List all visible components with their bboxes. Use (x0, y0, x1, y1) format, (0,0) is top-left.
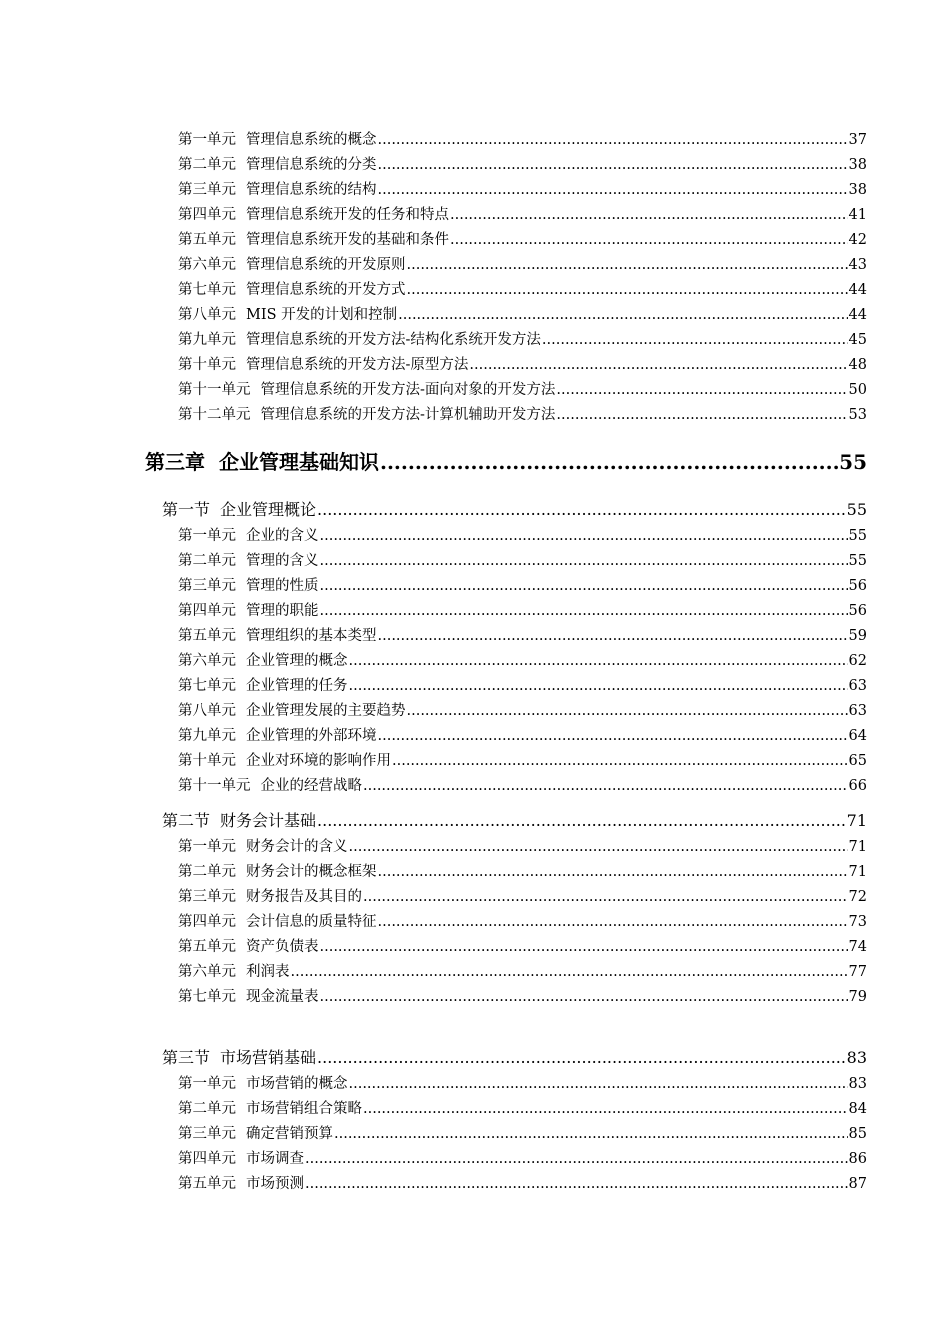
page-number: 38 (848, 182, 867, 198)
unit-title: 市场调查 (246, 1151, 304, 1167)
dot-leader (378, 628, 848, 644)
unit-title: 管理信息系统开发的任务和特点 (246, 207, 449, 223)
unit-title: 管理信息系统的开发方法-计算机辅助开发方法 (260, 407, 556, 423)
unit-title: 管理的性质 (246, 578, 319, 594)
unit-title: 管理信息系统的分类 (246, 157, 377, 173)
unit-title: 利润表 (246, 964, 290, 980)
unit-number: 第八单元 (178, 307, 236, 323)
dot-leader (305, 1176, 848, 1192)
dot-leader (349, 678, 848, 694)
unit-number: 第十单元 (178, 753, 236, 769)
unit-number: 第一单元 (178, 528, 236, 544)
dot-leader (378, 914, 848, 930)
unit-title: 管理信息系统的开发原则 (246, 257, 406, 273)
unit-number: 第七单元 (178, 678, 236, 694)
unit-number: 第十二单元 (178, 407, 251, 423)
page-number: 64 (848, 728, 867, 744)
unit-number: 第四单元 (178, 914, 236, 930)
chapter-number: 第三章 (145, 450, 205, 474)
dot-leader (320, 578, 848, 594)
page-number: 66 (848, 778, 867, 794)
unit-title: 管理组织的基本类型 (246, 628, 377, 644)
unit-title: 企业管理的任务 (246, 678, 348, 694)
toc-unit[interactable] (178, 549, 867, 569)
dot-leader (378, 728, 848, 744)
unit-number: 第四单元 (178, 603, 236, 619)
toc-unit[interactable] (178, 1147, 867, 1167)
dot-leader (392, 753, 848, 769)
unit-title: 企业管理发展的主要趋势 (246, 703, 406, 719)
unit-title: 财务会计的概念框架 (246, 864, 377, 880)
page-number: 55 (848, 528, 867, 544)
page-number: 65 (848, 753, 867, 769)
dot-leader (334, 1126, 848, 1142)
page-number: 87 (848, 1176, 867, 1192)
toc-unit[interactable] (178, 153, 867, 173)
toc-unit[interactable] (178, 278, 867, 298)
toc-unit[interactable] (178, 910, 867, 930)
toc-unit[interactable] (178, 378, 867, 398)
section-number: 第一节 (162, 500, 211, 519)
toc-unit[interactable] (178, 178, 867, 198)
page-number: 62 (848, 653, 867, 669)
dot-leader (363, 778, 848, 794)
unit-number: 第六单元 (178, 653, 236, 669)
toc-unit[interactable] (178, 1097, 867, 1117)
unit-title: 管理信息系统的概念 (246, 132, 377, 148)
unit-number: 第六单元 (178, 964, 236, 980)
toc-unit[interactable] (178, 1072, 867, 1092)
unit-number: 第七单元 (178, 989, 236, 1005)
page-number: 79 (848, 989, 867, 1005)
unit-title: 现金流量表 (246, 989, 319, 1005)
toc-unit[interactable] (178, 649, 867, 669)
dot-leader (349, 653, 848, 669)
dot-leader (542, 332, 848, 348)
unit-number: 第五单元 (178, 1176, 236, 1192)
unit-number: 第三单元 (178, 1126, 236, 1142)
unit-title: 管理信息系统的结构 (246, 182, 377, 198)
dot-leader (378, 157, 848, 173)
toc-unit[interactable] (178, 1122, 867, 1142)
toc-unit[interactable] (178, 228, 867, 248)
unit-number: 第一单元 (178, 132, 236, 148)
unit-number: 第五单元 (178, 232, 236, 248)
page-number: 74 (848, 939, 867, 955)
section-title: 市场营销基础 (220, 1048, 317, 1067)
toc-unit[interactable] (178, 574, 867, 594)
unit-title: 管理信息系统开发的基础和条件 (246, 232, 449, 248)
toc-section[interactable] (162, 497, 867, 519)
unit-number: 第二单元 (178, 157, 236, 173)
toc-section[interactable] (162, 808, 867, 830)
page-number: 56 (848, 603, 867, 619)
page-number: 42 (848, 232, 867, 248)
page-number: 37 (848, 132, 867, 148)
unit-number: 第五单元 (178, 628, 236, 644)
toc-chapter[interactable] (145, 446, 867, 474)
toc-unit[interactable] (178, 835, 867, 855)
unit-title: 管理信息系统的开发方法-结构化系统开发方法 (246, 332, 541, 348)
toc-unit[interactable] (178, 860, 867, 880)
unit-number: 第二单元 (178, 864, 236, 880)
unit-title: 企业对环境的影响作用 (246, 753, 391, 769)
dot-leader (407, 257, 848, 273)
unit-title: 企业管理的外部环境 (246, 728, 377, 744)
unit-title: 市场预测 (246, 1176, 304, 1192)
dot-leader (378, 864, 848, 880)
page-number: 43 (848, 257, 867, 273)
unit-number: 第十单元 (178, 357, 236, 373)
page-number: 63 (848, 703, 867, 719)
dot-leader (363, 1101, 848, 1117)
section-number: 第二节 (162, 811, 211, 830)
toc-unit[interactable] (178, 599, 867, 619)
page-number: 55 (839, 450, 867, 474)
page-number: 38 (848, 157, 867, 173)
page-number: 84 (848, 1101, 867, 1117)
dot-leader (317, 1048, 846, 1067)
unit-title: 企业管理的概念 (246, 653, 348, 669)
dot-leader (349, 839, 848, 855)
unit-number: 第七单元 (178, 282, 236, 298)
dot-leader (450, 232, 848, 248)
dot-leader (317, 500, 846, 519)
toc-section[interactable] (162, 1045, 867, 1067)
unit-number: 第一单元 (178, 1076, 236, 1092)
unit-number: 第十一单元 (178, 382, 251, 398)
dot-leader (320, 553, 848, 569)
toc-unit[interactable] (178, 624, 867, 644)
page-number: 86 (848, 1151, 867, 1167)
unit-title: 财务会计的含义 (246, 839, 348, 855)
unit-number: 第九单元 (178, 728, 236, 744)
section-title: 财务会计基础 (220, 811, 317, 830)
dot-leader (469, 357, 847, 373)
dot-leader (380, 450, 838, 474)
toc-unit[interactable] (178, 985, 867, 1005)
dot-leader (556, 382, 847, 398)
unit-number: 第五单元 (178, 939, 236, 955)
page-number: 45 (848, 332, 867, 348)
dot-leader (320, 528, 848, 544)
page-number: 83 (848, 1076, 867, 1092)
page-number: 71 (846, 811, 867, 830)
unit-title: 企业的含义 (246, 528, 319, 544)
toc-unit[interactable] (178, 253, 867, 273)
page-number: 83 (846, 1048, 867, 1067)
dot-leader (305, 1151, 848, 1167)
page-number: 55 (846, 500, 867, 519)
unit-title: 市场营销的概念 (246, 1076, 348, 1092)
unit-number: 第二单元 (178, 553, 236, 569)
unit-number: 第三单元 (178, 182, 236, 198)
toc-unit[interactable] (178, 524, 867, 544)
unit-title: 管理的职能 (246, 603, 319, 619)
toc-unit[interactable] (178, 885, 867, 905)
chapter-title: 企业管理基础知识 (219, 450, 379, 474)
toc-unit[interactable] (178, 674, 867, 694)
unit-title: 管理的含义 (246, 553, 319, 569)
toc-unit[interactable] (178, 724, 867, 744)
unit-number: 第十一单元 (178, 778, 251, 794)
unit-number: 第一单元 (178, 839, 236, 855)
section-title: 企业管理概论 (220, 500, 317, 519)
dot-leader (407, 703, 848, 719)
dot-leader (317, 811, 846, 830)
page-number: 71 (848, 839, 867, 855)
page-number: 59 (848, 628, 867, 644)
unit-title: 财务报告及其目的 (246, 889, 362, 905)
unit-title: 确定营销预算 (246, 1126, 333, 1142)
toc-unit[interactable] (178, 699, 867, 719)
page-number: 71 (848, 864, 867, 880)
dot-leader (378, 132, 848, 148)
dot-leader (556, 407, 847, 423)
dot-leader (291, 964, 848, 980)
toc-unit[interactable] (178, 403, 867, 423)
unit-title: 会计信息的质量特征 (246, 914, 377, 930)
unit-number: 第三单元 (178, 578, 236, 594)
page-number: 63 (848, 678, 867, 694)
toc-unit[interactable] (178, 203, 867, 223)
unit-number: 第四单元 (178, 207, 236, 223)
unit-title: 管理信息系统的开发方法-面向对象的开发方法 (260, 382, 556, 398)
page-number: 41 (848, 207, 867, 223)
dot-leader (407, 282, 848, 298)
page-number: 77 (848, 964, 867, 980)
section-number: 第三节 (162, 1048, 211, 1067)
toc-unit[interactable] (178, 128, 867, 148)
dot-leader (398, 307, 847, 323)
dot-leader (320, 603, 848, 619)
unit-number: 第八单元 (178, 703, 236, 719)
page-number: 85 (848, 1126, 867, 1142)
page-number: 44 (848, 307, 867, 323)
dot-leader (320, 989, 848, 1005)
page-number: 73 (848, 914, 867, 930)
page-number: 56 (848, 578, 867, 594)
toc-unit[interactable] (178, 774, 867, 794)
toc-unit[interactable] (178, 935, 867, 955)
toc-unit[interactable] (178, 1172, 867, 1192)
unit-title: 企业的经营战略 (260, 778, 362, 794)
page-number: 72 (848, 889, 867, 905)
unit-number: 第九单元 (178, 332, 236, 348)
page-number: 50 (848, 382, 867, 398)
dot-leader (320, 939, 848, 955)
toc-unit[interactable] (178, 960, 867, 980)
dot-leader (378, 182, 848, 198)
dot-leader (450, 207, 848, 223)
toc-unit[interactable] (178, 303, 867, 323)
unit-number: 第六单元 (178, 257, 236, 273)
unit-title: 管理信息系统的开发方法-原型方法 (246, 357, 469, 373)
toc-unit[interactable] (178, 328, 867, 348)
unit-title: MIS 开发的计划和控制 (246, 307, 398, 323)
toc-unit[interactable] (178, 353, 867, 373)
dot-leader (349, 1076, 848, 1092)
unit-number: 第三单元 (178, 889, 236, 905)
page-number: 48 (848, 357, 867, 373)
unit-number: 第四单元 (178, 1151, 236, 1167)
unit-title: 管理信息系统的开发方式 (246, 282, 406, 298)
unit-number: 第二单元 (178, 1101, 236, 1117)
toc-unit[interactable] (178, 749, 867, 769)
page-number: 44 (848, 282, 867, 298)
unit-title: 资产负债表 (246, 939, 319, 955)
page-number: 53 (848, 407, 867, 423)
unit-title: 市场营销组合策略 (246, 1101, 362, 1117)
dot-leader (363, 889, 848, 905)
page-number: 55 (848, 553, 867, 569)
